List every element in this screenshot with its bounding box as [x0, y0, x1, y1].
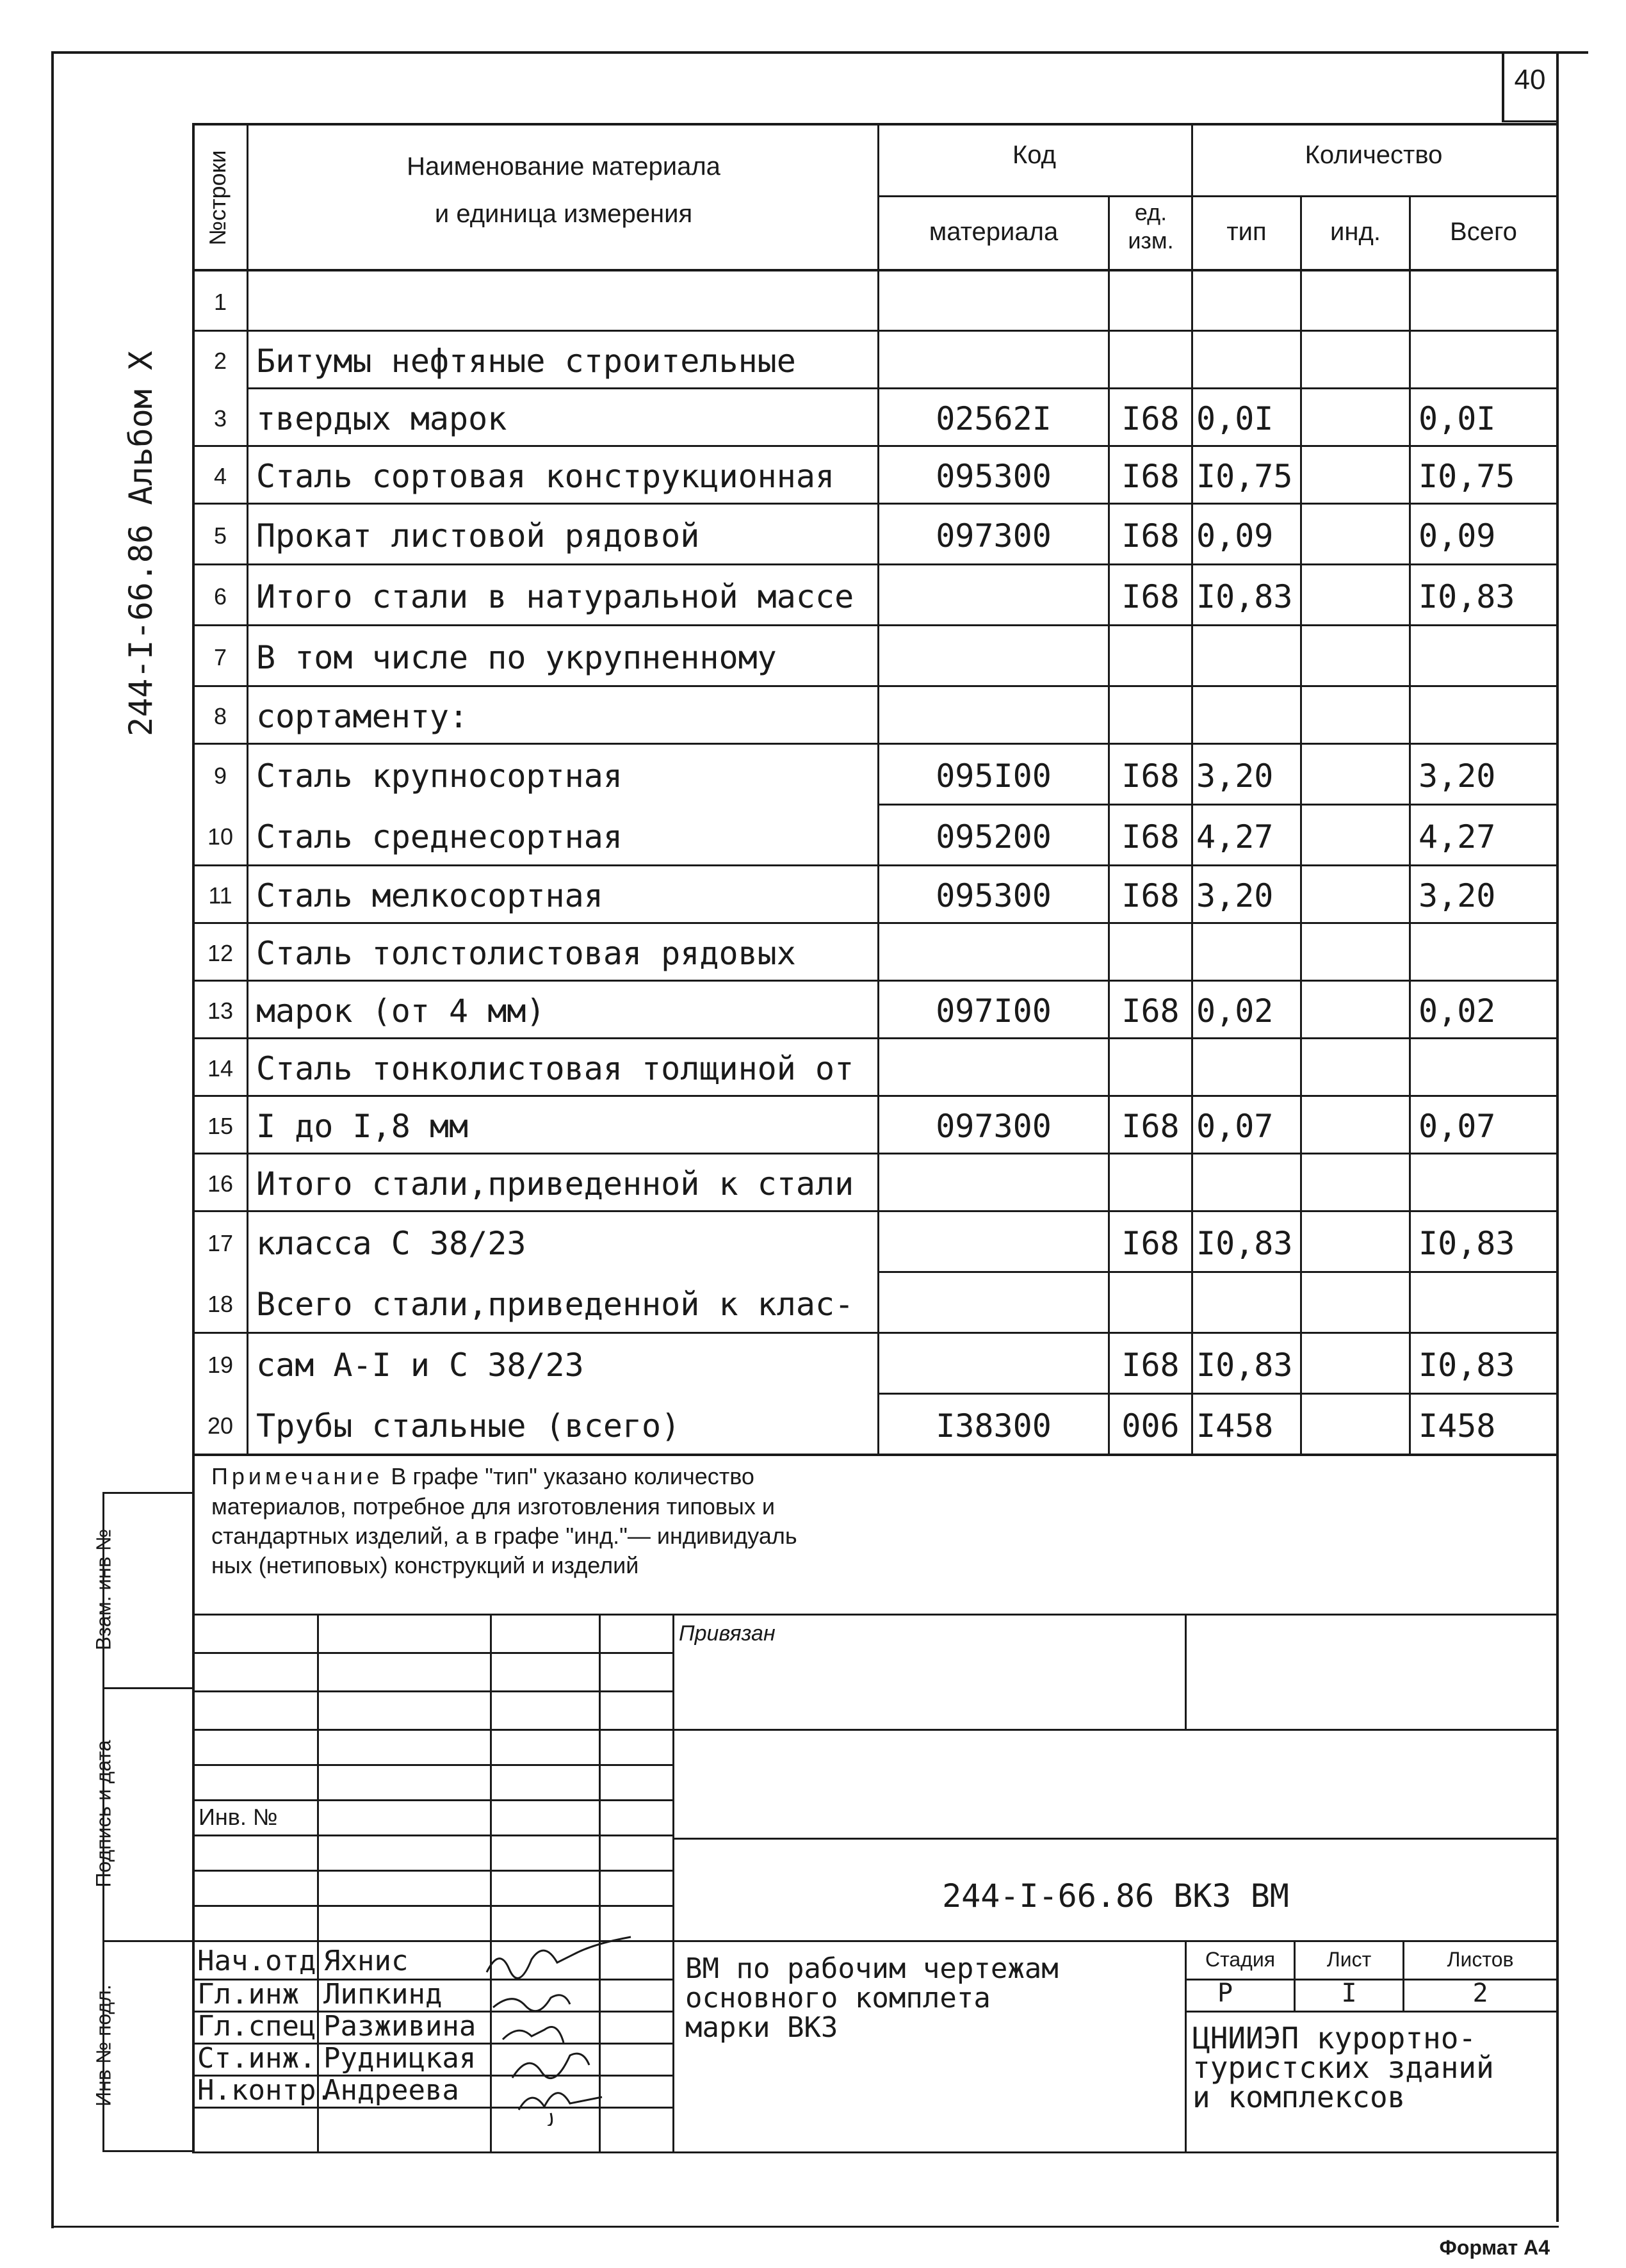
document-title-line2: основного комплета	[685, 1982, 991, 2014]
material-code: 097300	[936, 1108, 1052, 1145]
qty-ind	[1305, 1400, 1409, 1452]
row-number: 6	[213, 583, 227, 610]
row-number: 1	[213, 288, 227, 315]
qty-type: 0,07	[1196, 1108, 1274, 1145]
qty-type	[1196, 631, 1300, 684]
qty-ind	[1305, 1158, 1409, 1210]
material-code	[879, 1158, 1108, 1210]
signature-andreeva	[519, 2093, 602, 2126]
material-code: I38300	[936, 1407, 1052, 1445]
material-code: 097300	[936, 517, 1052, 555]
note-line-4: ных (нетиповых) конструкций и изделий	[211, 1552, 639, 1578]
header-code-material: материала	[929, 218, 1059, 246]
qty-total: 4,27	[1419, 818, 1496, 855]
material-code: 095200	[936, 818, 1052, 855]
material-code: 02562I	[936, 400, 1052, 437]
unit-code: I68	[1121, 1224, 1180, 1262]
material-code: 097I00	[936, 992, 1052, 1030]
qty-total: 3,20	[1419, 757, 1496, 795]
qty-total: I458	[1419, 1407, 1496, 1445]
row-number: 16	[207, 1170, 234, 1197]
stage-value: Р	[1217, 1979, 1233, 2008]
stamp-vzam-inv: Взам. инв №	[92, 1528, 115, 1651]
material-code	[879, 335, 1108, 387]
unit-code: I68	[1121, 517, 1180, 555]
qty-type: I0,83	[1196, 578, 1293, 615]
header-name-line1: Наименование материала	[407, 152, 720, 181]
row-number: 18	[207, 1290, 234, 1317]
qty-ind	[1305, 571, 1409, 623]
header-qty-type: тип	[1226, 218, 1267, 246]
material-name: I до I,8 мм	[256, 1108, 469, 1145]
material-name: Сталь мелкосортная	[256, 877, 603, 914]
org-line2: туристских зданий	[1192, 2050, 1494, 2085]
unit-code	[1110, 276, 1191, 328]
material-name: твердых марок	[256, 400, 507, 437]
material-code: 095300	[936, 458, 1052, 495]
sheets-value: 2	[1472, 1979, 1488, 2008]
material-name: Сталь толстолистовая рядовых	[256, 935, 796, 972]
material-name: Битумы нефтяные строительные	[256, 343, 796, 380]
material-name: Сталь крупносортная	[256, 757, 622, 795]
qty-type: I0,83	[1196, 1346, 1293, 1384]
material-code	[879, 1042, 1108, 1095]
qty-ind	[1305, 510, 1409, 562]
header-row-number: №строки	[204, 150, 231, 246]
qty-ind	[1305, 690, 1409, 743]
qty-ind	[1305, 927, 1409, 980]
signature-razzhivina	[503, 2027, 564, 2043]
row-number: 14	[207, 1055, 234, 1081]
material-name: сам А-I и С 38/23	[256, 1346, 584, 1384]
qty-ind	[1305, 1278, 1409, 1331]
row-number: 2	[213, 348, 227, 374]
signature-yakhnis	[487, 1937, 631, 1978]
unit-code	[1110, 1158, 1191, 1210]
signature-scribbles	[474, 1934, 666, 2126]
qty-total: 0,02	[1419, 992, 1496, 1030]
header-quantity: Количество	[1305, 141, 1443, 169]
signature-rudnitskaya	[512, 2053, 589, 2078]
material-name	[256, 276, 871, 328]
qty-type	[1196, 927, 1300, 980]
document-code: 244-I-66.86 ВКЗ ВМ	[942, 1877, 1289, 1915]
unit-code	[1110, 335, 1191, 387]
qty-ind	[1305, 335, 1409, 387]
note-heading: Примечание	[211, 1463, 384, 1489]
signer-role: Гл.инж	[197, 1978, 299, 2011]
signer-name: Андреева	[323, 2074, 459, 2107]
note-line-3: стандартных изделий, а в графе "инд."— индивидуаль	[211, 1523, 797, 1549]
qty-type	[1196, 1158, 1300, 1210]
material-code	[879, 1217, 1108, 1270]
signature-lipkind	[493, 1995, 570, 2011]
unit-code	[1110, 1042, 1191, 1095]
qty-ind	[1305, 450, 1409, 503]
side-album-label: 244-I-66.86 Альбом X	[122, 350, 159, 737]
row-number: 5	[213, 522, 227, 549]
stage-label: Стадия	[1205, 1948, 1276, 1971]
note-line-1: В графе "тип" указано количество	[391, 1463, 754, 1489]
qty-total: 0,0I	[1419, 400, 1496, 437]
row-number: 10	[207, 823, 234, 850]
org-line3: и комплексов	[1192, 2080, 1406, 2114]
qty-total	[1419, 1158, 1556, 1210]
material-code: 095300	[936, 877, 1052, 914]
qty-type: 4,27	[1196, 818, 1274, 855]
qty-total	[1419, 927, 1556, 980]
header-name-line2: и единица измерения	[434, 200, 693, 228]
stamp-podpis-data: Подпись и дата	[92, 1740, 115, 1888]
unit-code: I68	[1121, 458, 1180, 495]
material-name: Итого стали,приведенной к стали	[256, 1165, 854, 1203]
unit-code: I68	[1121, 818, 1180, 855]
row-number: 13	[207, 998, 234, 1024]
signer-name: Яхнис	[323, 1945, 409, 1977]
signer-role: Гл.спец	[197, 2010, 316, 2043]
signer-name: Разживина	[323, 2010, 476, 2043]
row-number: 20	[207, 1412, 234, 1439]
row-number: 15	[207, 1113, 234, 1139]
material-code	[879, 1278, 1108, 1331]
material-name: Сталь тонколистовая толщиной от	[256, 1050, 854, 1087]
qty-ind	[1305, 985, 1409, 1037]
material-code	[879, 927, 1108, 980]
qty-total	[1419, 1278, 1556, 1331]
qty-ind	[1305, 1042, 1409, 1095]
unit-code: I68	[1121, 757, 1180, 795]
qty-ind	[1305, 1217, 1409, 1270]
signer-name: Рудницкая	[323, 2042, 476, 2075]
material-code	[879, 571, 1108, 623]
unit-code	[1110, 927, 1191, 980]
row-number: 19	[207, 1351, 234, 1378]
material-code	[879, 1339, 1108, 1391]
material-code	[879, 631, 1108, 684]
qty-type: 3,20	[1196, 757, 1274, 795]
qty-type: 0,0I	[1196, 400, 1274, 437]
signer-role: Нач.отд	[197, 1945, 316, 1977]
document-title-line3: марки ВКЗ	[685, 2011, 838, 2044]
row-number: 3	[213, 405, 227, 432]
material-code: 095I00	[936, 757, 1052, 795]
qty-total	[1419, 335, 1556, 387]
qty-type	[1196, 690, 1300, 743]
material-name: Итого стали в натуральной массе	[256, 578, 854, 615]
privyazan-label: Привязан	[679, 1621, 776, 1646]
row-number: 11	[208, 882, 232, 909]
signer-role: Ст.инж.	[197, 2042, 316, 2075]
material-name: В том числе по укрупненному	[256, 638, 777, 676]
unit-code	[1110, 1278, 1191, 1331]
qty-type: I0,83	[1196, 1224, 1293, 1262]
qty-type: 3,20	[1196, 877, 1274, 914]
qty-type	[1196, 276, 1300, 328]
qty-ind	[1305, 750, 1409, 802]
document-title-line1: ВМ по рабочим чертежам	[685, 1952, 1059, 1985]
signer-name: Липкинд	[323, 1978, 443, 2011]
qty-type: I0,75	[1196, 458, 1293, 495]
qty-total: I0,75	[1419, 458, 1515, 495]
qty-total: I0,83	[1419, 1224, 1515, 1262]
qty-total: 0,07	[1419, 1108, 1496, 1145]
row-number: 12	[207, 940, 234, 966]
qty-type: 0,09	[1196, 517, 1274, 555]
format-label: Формат А4	[1439, 2236, 1550, 2259]
qty-type	[1196, 335, 1300, 387]
material-name: Всего стали,приведенной к клас-	[256, 1285, 854, 1323]
qty-total	[1419, 1042, 1556, 1095]
qty-ind	[1305, 393, 1409, 445]
qty-type: 0,02	[1196, 992, 1274, 1030]
sheets-label: Листов	[1447, 1948, 1514, 1971]
material-name: Прокат листовой рядовой	[256, 517, 700, 555]
header-code: Код	[1012, 141, 1056, 169]
material-name: Сталь сортовая конструкционная	[256, 458, 835, 495]
material-name: марок (от 4 мм)	[256, 992, 546, 1030]
qty-total	[1419, 631, 1556, 684]
stamp-inv-podl: Инв № подл.	[92, 1984, 115, 2107]
qty-total	[1419, 690, 1556, 743]
qty-type	[1196, 1042, 1300, 1095]
unit-code: I68	[1121, 1108, 1180, 1145]
unit-code: I68	[1121, 1346, 1180, 1384]
row-number: 17	[207, 1229, 234, 1256]
qty-ind	[1305, 1339, 1409, 1391]
unit-code: 006	[1121, 1407, 1180, 1445]
qty-total: 3,20	[1419, 877, 1496, 914]
header-qty-ind: инд.	[1330, 218, 1381, 246]
signer-role: Н.контр.	[197, 2074, 333, 2107]
qty-total: I0,83	[1419, 578, 1515, 615]
page-number: 40	[1514, 64, 1546, 95]
material-name: Трубы стальные (всего)	[256, 1407, 681, 1445]
qty-total: 0,09	[1419, 517, 1496, 555]
qty-ind	[1305, 811, 1409, 863]
org-line1: ЦНИИЭП курортно-	[1192, 2021, 1477, 2055]
qty-ind	[1305, 1100, 1409, 1153]
row-number: 9	[213, 762, 227, 789]
header-code-unit: ед. изм.	[1128, 199, 1174, 254]
row-number: 8	[213, 703, 227, 729]
header-qty-total: Всего	[1450, 218, 1517, 246]
qty-ind	[1305, 276, 1409, 328]
material-code	[879, 276, 1108, 328]
inv-no-label: Инв. №	[199, 1804, 278, 1830]
row-number: 7	[213, 644, 227, 670]
unit-code	[1110, 631, 1191, 684]
material-name: сортаменту:	[256, 698, 469, 735]
qty-total: I0,83	[1419, 1346, 1515, 1384]
unit-code: I68	[1121, 400, 1180, 437]
qty-type	[1196, 1278, 1300, 1331]
qty-ind	[1305, 631, 1409, 684]
material-name: класса С 38/23	[256, 1224, 526, 1262]
qty-type: I458	[1196, 1407, 1274, 1445]
sheet-label: Лист	[1326, 1948, 1372, 1971]
unit-code: I68	[1121, 992, 1180, 1030]
unit-code: I68	[1121, 578, 1180, 615]
unit-code: I68	[1121, 877, 1180, 914]
qty-ind	[1305, 870, 1409, 922]
qty-total	[1419, 276, 1556, 328]
sheet-value: I	[1341, 1979, 1357, 2008]
unit-code	[1110, 690, 1191, 743]
row-number: 4	[213, 463, 227, 489]
material-code	[879, 690, 1108, 743]
material-name: Сталь среднесортная	[256, 818, 622, 855]
note-line-2: материалов, потребное для изготовления типовых и	[211, 1493, 776, 1519]
